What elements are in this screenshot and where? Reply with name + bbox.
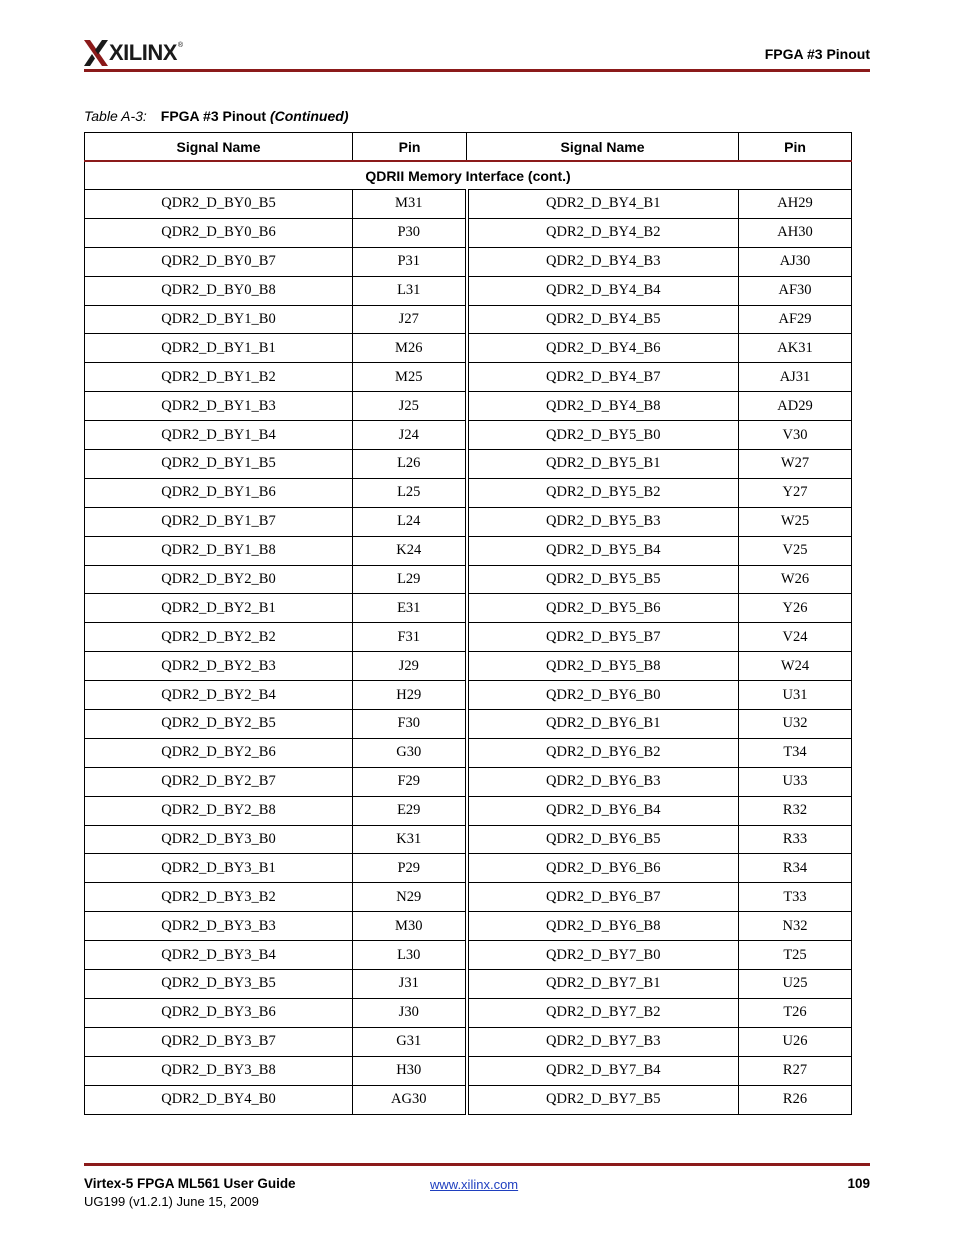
table-row xyxy=(85,450,852,479)
pin-cell: L30 xyxy=(353,941,467,970)
pin-cell: R27 xyxy=(739,1056,852,1085)
pin-cell: G31 xyxy=(353,1027,467,1056)
signal-name-cell: QDR2_D_BY4_B6 xyxy=(467,334,739,363)
signal-name-cell: QDR2_D_BY0_B7 xyxy=(85,247,353,276)
signal-name-cell: QDR2_D_BY5_B8 xyxy=(467,652,739,681)
xilinx-x-icon xyxy=(84,40,108,66)
table-row xyxy=(85,363,852,392)
pin-cell: AD29 xyxy=(739,392,852,421)
pin-cell: U25 xyxy=(739,970,852,999)
signal-name-cell: QDR2_D_BY5_B1 xyxy=(467,450,739,479)
pin-cell: R26 xyxy=(739,1085,852,1114)
footer-revision: UG199 (v1.2.1) June 15, 2009 xyxy=(84,1194,259,1209)
pin-cell: L26 xyxy=(353,450,467,479)
table-row xyxy=(85,1027,852,1056)
signal-name-cell: QDR2_D_BY6_B0 xyxy=(467,681,739,710)
pin-cell: H29 xyxy=(353,681,467,710)
pin-cell: U32 xyxy=(739,710,852,739)
pin-cell: J27 xyxy=(353,305,467,334)
signal-name-cell: QDR2_D_BY3_B0 xyxy=(85,825,353,854)
signal-name-cell: QDR2_D_BY5_B0 xyxy=(467,421,739,450)
pin-cell: AF30 xyxy=(739,276,852,305)
caption-title: FPGA #3 Pinout xyxy=(160,108,267,124)
pin-cell: Y27 xyxy=(739,478,852,507)
column-header-signal-name: Signal Name xyxy=(467,133,739,162)
pin-cell: P30 xyxy=(353,218,467,247)
table-row xyxy=(85,623,852,652)
page-number: 109 xyxy=(847,1176,870,1191)
pin-cell: U33 xyxy=(739,767,852,796)
signal-name-cell: QDR2_D_BY2_B3 xyxy=(85,652,353,681)
caption-continued: (Continued) xyxy=(269,108,349,124)
signal-name-cell: QDR2_D_BY3_B8 xyxy=(85,1056,353,1085)
pin-cell: F30 xyxy=(353,710,467,739)
table-row xyxy=(85,334,852,363)
pin-cell: W27 xyxy=(739,450,852,479)
signal-name-cell: QDR2_D_BY6_B8 xyxy=(467,912,739,941)
signal-name-cell: QDR2_D_BY6_B3 xyxy=(467,767,739,796)
pin-cell: L24 xyxy=(353,507,467,536)
signal-name-cell: QDR2_D_BY7_B2 xyxy=(467,998,739,1027)
signal-name-cell: QDR2_D_BY6_B4 xyxy=(467,796,739,825)
pin-cell: E31 xyxy=(353,594,467,623)
signal-name-cell: QDR2_D_BY6_B5 xyxy=(467,825,739,854)
signal-name-cell: QDR2_D_BY3_B2 xyxy=(85,883,353,912)
pin-cell: E29 xyxy=(353,796,467,825)
pin-cell: P29 xyxy=(353,854,467,883)
section-title: FPGA #3 Pinout xyxy=(764,46,870,62)
table-row xyxy=(85,883,852,912)
table-row xyxy=(85,652,852,681)
signal-name-cell: QDR2_D_BY6_B7 xyxy=(467,883,739,912)
table-row xyxy=(85,710,852,739)
pin-cell: L31 xyxy=(353,276,467,305)
signal-name-cell: QDR2_D_BY4_B2 xyxy=(467,218,739,247)
pin-cell: U26 xyxy=(739,1027,852,1056)
xilinx-logo xyxy=(84,40,183,66)
signal-name-cell: QDR2_D_BY1_B2 xyxy=(85,363,353,392)
pin-cell: M26 xyxy=(353,334,467,363)
pin-cell: AK31 xyxy=(739,334,852,363)
signal-name-cell: QDR2_D_BY5_B4 xyxy=(467,536,739,565)
section-heading: QDRII Memory Interface (cont.) xyxy=(85,161,852,190)
pin-cell: T26 xyxy=(739,998,852,1027)
table-row xyxy=(85,854,852,883)
pin-cell: R34 xyxy=(739,854,852,883)
pinout-table xyxy=(84,132,852,1115)
signal-name-cell: QDR2_D_BY1_B3 xyxy=(85,392,353,421)
table-row xyxy=(85,565,852,594)
signal-name-cell: QDR2_D_BY2_B7 xyxy=(85,767,353,796)
signal-name-cell: QDR2_D_BY2_B8 xyxy=(85,796,353,825)
pin-cell: AH29 xyxy=(739,190,852,219)
table-row xyxy=(85,912,852,941)
table-row xyxy=(85,594,852,623)
signal-name-cell: QDR2_D_BY6_B2 xyxy=(467,738,739,767)
pin-cell: L25 xyxy=(353,478,467,507)
table-row xyxy=(85,190,852,219)
table-row xyxy=(85,507,852,536)
table-row xyxy=(85,796,852,825)
logo-wordmark: XILINX xyxy=(109,40,177,65)
table-row xyxy=(85,1085,852,1114)
signal-name-cell: QDR2_D_BY4_B0 xyxy=(85,1085,353,1114)
table-caption xyxy=(84,108,348,124)
table-row xyxy=(85,825,852,854)
pin-cell: J31 xyxy=(353,970,467,999)
signal-name-cell: QDR2_D_BY4_B3 xyxy=(467,247,739,276)
table-row xyxy=(85,767,852,796)
pin-cell: T25 xyxy=(739,941,852,970)
pin-cell: P31 xyxy=(353,247,467,276)
signal-name-cell: QDR2_D_BY3_B6 xyxy=(85,998,353,1027)
signal-name-cell: QDR2_D_BY4_B8 xyxy=(467,392,739,421)
pin-cell: M30 xyxy=(353,912,467,941)
signal-name-cell: QDR2_D_BY2_B1 xyxy=(85,594,353,623)
column-header-pin: Pin xyxy=(353,133,467,162)
signal-name-cell: QDR2_D_BY1_B4 xyxy=(85,421,353,450)
pin-cell: M31 xyxy=(353,190,467,219)
signal-name-cell: QDR2_D_BY0_B5 xyxy=(85,190,353,219)
signal-name-cell: QDR2_D_BY3_B5 xyxy=(85,970,353,999)
signal-name-cell: QDR2_D_BY4_B4 xyxy=(467,276,739,305)
pin-cell: V25 xyxy=(739,536,852,565)
pin-cell: T33 xyxy=(739,883,852,912)
signal-name-cell: QDR2_D_BY3_B4 xyxy=(85,941,353,970)
signal-name-cell: QDR2_D_BY2_B0 xyxy=(85,565,353,594)
pin-cell: J30 xyxy=(353,998,467,1027)
footer-divider xyxy=(84,1163,870,1166)
pin-cell: K24 xyxy=(353,536,467,565)
signal-name-cell: QDR2_D_BY6_B1 xyxy=(467,710,739,739)
signal-name-cell: QDR2_D_BY2_B4 xyxy=(85,681,353,710)
pin-cell: R33 xyxy=(739,825,852,854)
signal-name-cell: QDR2_D_BY1_B5 xyxy=(85,450,353,479)
signal-name-cell: QDR2_D_BY5_B2 xyxy=(467,478,739,507)
registered-mark: ® xyxy=(177,41,184,49)
table-row xyxy=(85,478,852,507)
signal-name-cell: QDR2_D_BY5_B3 xyxy=(467,507,739,536)
section-heading-row xyxy=(85,161,852,190)
signal-name-cell: QDR2_D_BY1_B1 xyxy=(85,334,353,363)
pin-cell: AH30 xyxy=(739,218,852,247)
pin-cell: H30 xyxy=(353,1056,467,1085)
pin-cell: J24 xyxy=(353,421,467,450)
caption-number: Table A-3: xyxy=(84,108,147,124)
pin-cell: K31 xyxy=(353,825,467,854)
signal-name-cell: QDR2_D_BY1_B6 xyxy=(85,478,353,507)
table-row xyxy=(85,738,852,767)
table-header-row xyxy=(85,133,852,162)
signal-name-cell: QDR2_D_BY7_B0 xyxy=(467,941,739,970)
signal-name-cell: QDR2_D_BY1_B7 xyxy=(85,507,353,536)
signal-name-cell: QDR2_D_BY5_B5 xyxy=(467,565,739,594)
pin-cell: U31 xyxy=(739,681,852,710)
pin-cell: R32 xyxy=(739,796,852,825)
pin-cell: N29 xyxy=(353,883,467,912)
table-row xyxy=(85,392,852,421)
signal-name-cell: QDR2_D_BY4_B5 xyxy=(467,305,739,334)
pin-cell: V30 xyxy=(739,421,852,450)
pin-cell: T34 xyxy=(739,738,852,767)
table-row xyxy=(85,421,852,450)
signal-name-cell: QDR2_D_BY2_B2 xyxy=(85,623,353,652)
pin-cell: W24 xyxy=(739,652,852,681)
pin-cell: N32 xyxy=(739,912,852,941)
pin-cell: Y26 xyxy=(739,594,852,623)
pin-cell: V24 xyxy=(739,623,852,652)
signal-name-cell: QDR2_D_BY6_B6 xyxy=(467,854,739,883)
signal-name-cell: QDR2_D_BY7_B4 xyxy=(467,1056,739,1085)
signal-name-cell: QDR2_D_BY1_B8 xyxy=(85,536,353,565)
column-header-pin: Pin xyxy=(739,133,852,162)
table-row xyxy=(85,218,852,247)
signal-name-cell: QDR2_D_BY5_B7 xyxy=(467,623,739,652)
table-row xyxy=(85,536,852,565)
signal-name-cell: QDR2_D_BY3_B7 xyxy=(85,1027,353,1056)
signal-name-cell: QDR2_D_BY2_B6 xyxy=(85,738,353,767)
pin-cell: G30 xyxy=(353,738,467,767)
signal-name-cell: QDR2_D_BY3_B1 xyxy=(85,854,353,883)
signal-name-cell: QDR2_D_BY5_B6 xyxy=(467,594,739,623)
signal-name-cell: QDR2_D_BY7_B3 xyxy=(467,1027,739,1056)
signal-name-cell: QDR2_D_BY3_B3 xyxy=(85,912,353,941)
footer-document-title: Virtex-5 FPGA ML561 User Guide xyxy=(84,1176,296,1191)
table-row xyxy=(85,998,852,1027)
signal-name-cell: QDR2_D_BY2_B5 xyxy=(85,710,353,739)
table-row xyxy=(85,941,852,970)
pin-cell: F31 xyxy=(353,623,467,652)
table-row xyxy=(85,247,852,276)
header-divider xyxy=(84,69,870,72)
signal-name-cell: QDR2_D_BY7_B5 xyxy=(467,1085,739,1114)
page-header xyxy=(84,36,870,70)
signal-name-cell: QDR2_D_BY4_B7 xyxy=(467,363,739,392)
pin-cell: L29 xyxy=(353,565,467,594)
signal-name-cell: QDR2_D_BY7_B1 xyxy=(467,970,739,999)
table-row xyxy=(85,1056,852,1085)
pin-cell: AJ31 xyxy=(739,363,852,392)
footer-website-link[interactable]: www.xilinx.com xyxy=(430,1177,519,1192)
signal-name-cell: QDR2_D_BY0_B8 xyxy=(85,276,353,305)
table-row xyxy=(85,305,852,334)
pin-cell: J25 xyxy=(353,392,467,421)
table-row xyxy=(85,681,852,710)
pin-cell: J29 xyxy=(353,652,467,681)
pin-cell: M25 xyxy=(353,363,467,392)
pin-cell: AF29 xyxy=(739,305,852,334)
pin-cell: W25 xyxy=(739,507,852,536)
column-header-signal-name: Signal Name xyxy=(85,133,353,162)
table-row xyxy=(85,970,852,999)
pin-cell: F29 xyxy=(353,767,467,796)
table-row xyxy=(85,276,852,305)
signal-name-cell: QDR2_D_BY4_B1 xyxy=(467,190,739,219)
signal-name-cell: QDR2_D_BY0_B6 xyxy=(85,218,353,247)
pin-cell: AJ30 xyxy=(739,247,852,276)
signal-name-cell: QDR2_D_BY1_B0 xyxy=(85,305,353,334)
pin-cell: W26 xyxy=(739,565,852,594)
pin-cell: AG30 xyxy=(353,1085,467,1114)
